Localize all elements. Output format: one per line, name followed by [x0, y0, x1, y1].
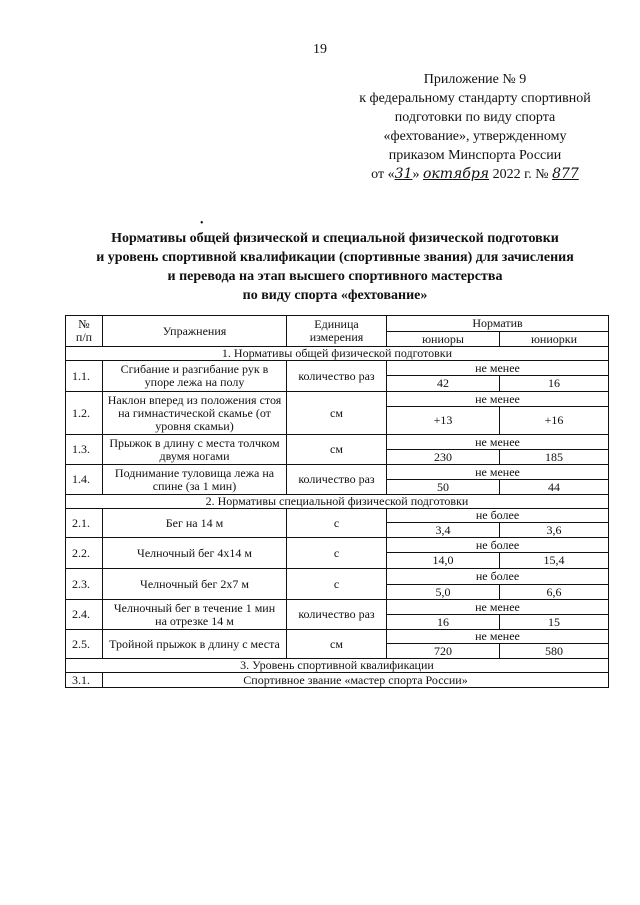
norm-condition: не менее	[387, 600, 609, 615]
value-juniors-f: 16	[500, 376, 609, 392]
unit-of-measure: количество раз	[287, 465, 387, 495]
value-juniors-m: 14,0	[387, 553, 500, 569]
value-juniors-f: 15	[500, 615, 609, 630]
value-juniors-m: 3,4	[387, 523, 500, 538]
title-line: и перевода на этап высшего спортивного мастерства	[167, 269, 503, 284]
norm-condition: не менее	[387, 465, 609, 480]
row-number: 3.1.	[66, 673, 103, 688]
appendix-line: приказом Минспорта России	[388, 148, 562, 163]
row-number: 1.1.	[66, 361, 103, 392]
row-number: 1.4.	[66, 465, 103, 495]
order-date-line	[330, 165, 620, 184]
norms-table	[65, 315, 609, 688]
row-number: 1.2.	[66, 392, 103, 435]
section-header-row	[66, 495, 609, 509]
row-number: 2.1.	[66, 509, 103, 538]
table-row	[66, 465, 609, 480]
title-line: и уровень спортивной квалификации (спортивные звания) для зачисления	[96, 250, 574, 265]
table-row	[66, 361, 609, 376]
section-header-row	[66, 659, 609, 673]
unit-of-measure: см	[287, 630, 387, 659]
norm-condition: не менее	[387, 361, 609, 376]
header-exercise: Упражнения	[103, 316, 287, 347]
exercise-name: Поднимание туловища лежа на спине (за 1 мин)	[103, 465, 287, 495]
unit-of-measure: с	[287, 509, 387, 538]
appendix-line: подготовки по виду спорта	[394, 110, 556, 125]
table-row	[66, 435, 609, 450]
appendix-line: к федеральному стандарту спортивной	[359, 91, 591, 106]
row-number: 2.5.	[66, 630, 103, 659]
qualification-title: Спортивное звание «мастер спорта России»	[103, 673, 609, 688]
row-number: 2.4.	[66, 600, 103, 630]
section-title: 3. Уровень спортивной квалификации	[66, 659, 609, 673]
unit-of-measure: количество раз	[287, 361, 387, 392]
unit-of-measure: количество раз	[287, 600, 387, 630]
section-title: 2. Нормативы специальной физической подготовки	[66, 495, 609, 509]
table-row	[66, 630, 609, 644]
header-juniors-f: юниорки	[500, 332, 609, 347]
value-juniors-m: 42	[387, 376, 500, 392]
exercise-name: Челночный бег 2х7 м	[103, 569, 287, 600]
date-sep: »	[412, 167, 420, 182]
appendix-header	[330, 70, 620, 184]
section-header-row	[66, 347, 609, 361]
value-juniors-m: 50	[387, 480, 500, 495]
table-row	[66, 538, 609, 553]
unit-of-measure: см	[287, 435, 387, 465]
value-juniors-m: +13	[387, 407, 500, 435]
exercise-name: Бег на 14 м	[103, 509, 287, 538]
document-title	[40, 229, 630, 305]
order-number: 877	[552, 166, 579, 182]
exercise-name: Челночный бег в течение 1 мин на отрезке 14 м	[103, 600, 287, 630]
unit-of-measure: с	[287, 538, 387, 569]
header-juniors-m: юниоры	[387, 332, 500, 347]
exercise-name: Прыжок в длину с места толчком двумя ногами	[103, 435, 287, 465]
exercise-name: Челночный бег 4х14 м	[103, 538, 287, 569]
date-day: 31	[394, 166, 413, 182]
header-row	[66, 316, 609, 332]
header-norm: Норматив	[387, 316, 609, 332]
header-unit: Единица измерения	[287, 316, 387, 347]
page-number: 19	[313, 42, 327, 57]
stray-dot: •	[200, 218, 204, 229]
value-juniors-f: +16	[500, 407, 609, 435]
value-juniors-m: 230	[387, 450, 500, 465]
value-juniors-m: 16	[387, 615, 500, 630]
value-juniors-f: 15,4	[500, 553, 609, 569]
norm-condition: не менее	[387, 435, 609, 450]
norm-condition: не менее	[387, 392, 609, 407]
value-juniors-m: 720	[387, 644, 500, 659]
norm-condition: не менее	[387, 630, 609, 644]
table-row	[66, 569, 609, 585]
value-juniors-f: 44	[500, 480, 609, 495]
row-number: 2.2.	[66, 538, 103, 569]
exercise-name: Сгибание и разгибание рук в упоре лежа на полу	[103, 361, 287, 392]
exercise-name: Наклон вперед из положения стоя на гимнастической скамье (от уровня скамьи)	[103, 392, 287, 435]
appendix-line: Приложение № 9	[423, 72, 527, 87]
title-line: Нормативы общей физической и специальной физической подготовки	[111, 231, 559, 246]
section-title: 1. Нормативы общей физической подготовки	[66, 347, 609, 361]
table-row	[66, 600, 609, 615]
row-number: 2.3.	[66, 569, 103, 600]
norm-condition: не более	[387, 538, 609, 553]
value-juniors-m: 5,0	[387, 585, 500, 600]
date-month: октября	[422, 166, 490, 182]
value-juniors-f: 6,6	[500, 585, 609, 600]
norm-condition: не более	[387, 569, 609, 585]
value-juniors-f: 580	[500, 644, 609, 659]
date-year: 2022 г. №	[492, 167, 549, 182]
title-line: по виду спорта «фехтование»	[242, 288, 428, 303]
value-juniors-f: 3,6	[500, 523, 609, 538]
row-number: 1.3.	[66, 435, 103, 465]
exercise-name: Тройной прыжок в длину с места	[103, 630, 287, 659]
unit-of-measure: см	[287, 392, 387, 435]
table-row	[66, 509, 609, 523]
norm-condition: не более	[387, 509, 609, 523]
table-row	[66, 673, 609, 688]
appendix-line: «фехтование», утвержденному	[383, 129, 567, 144]
value-juniors-f: 185	[500, 450, 609, 465]
unit-of-measure: с	[287, 569, 387, 600]
header-num: № п/п	[66, 316, 103, 347]
date-prefix: от «	[371, 167, 395, 182]
table-row	[66, 392, 609, 407]
